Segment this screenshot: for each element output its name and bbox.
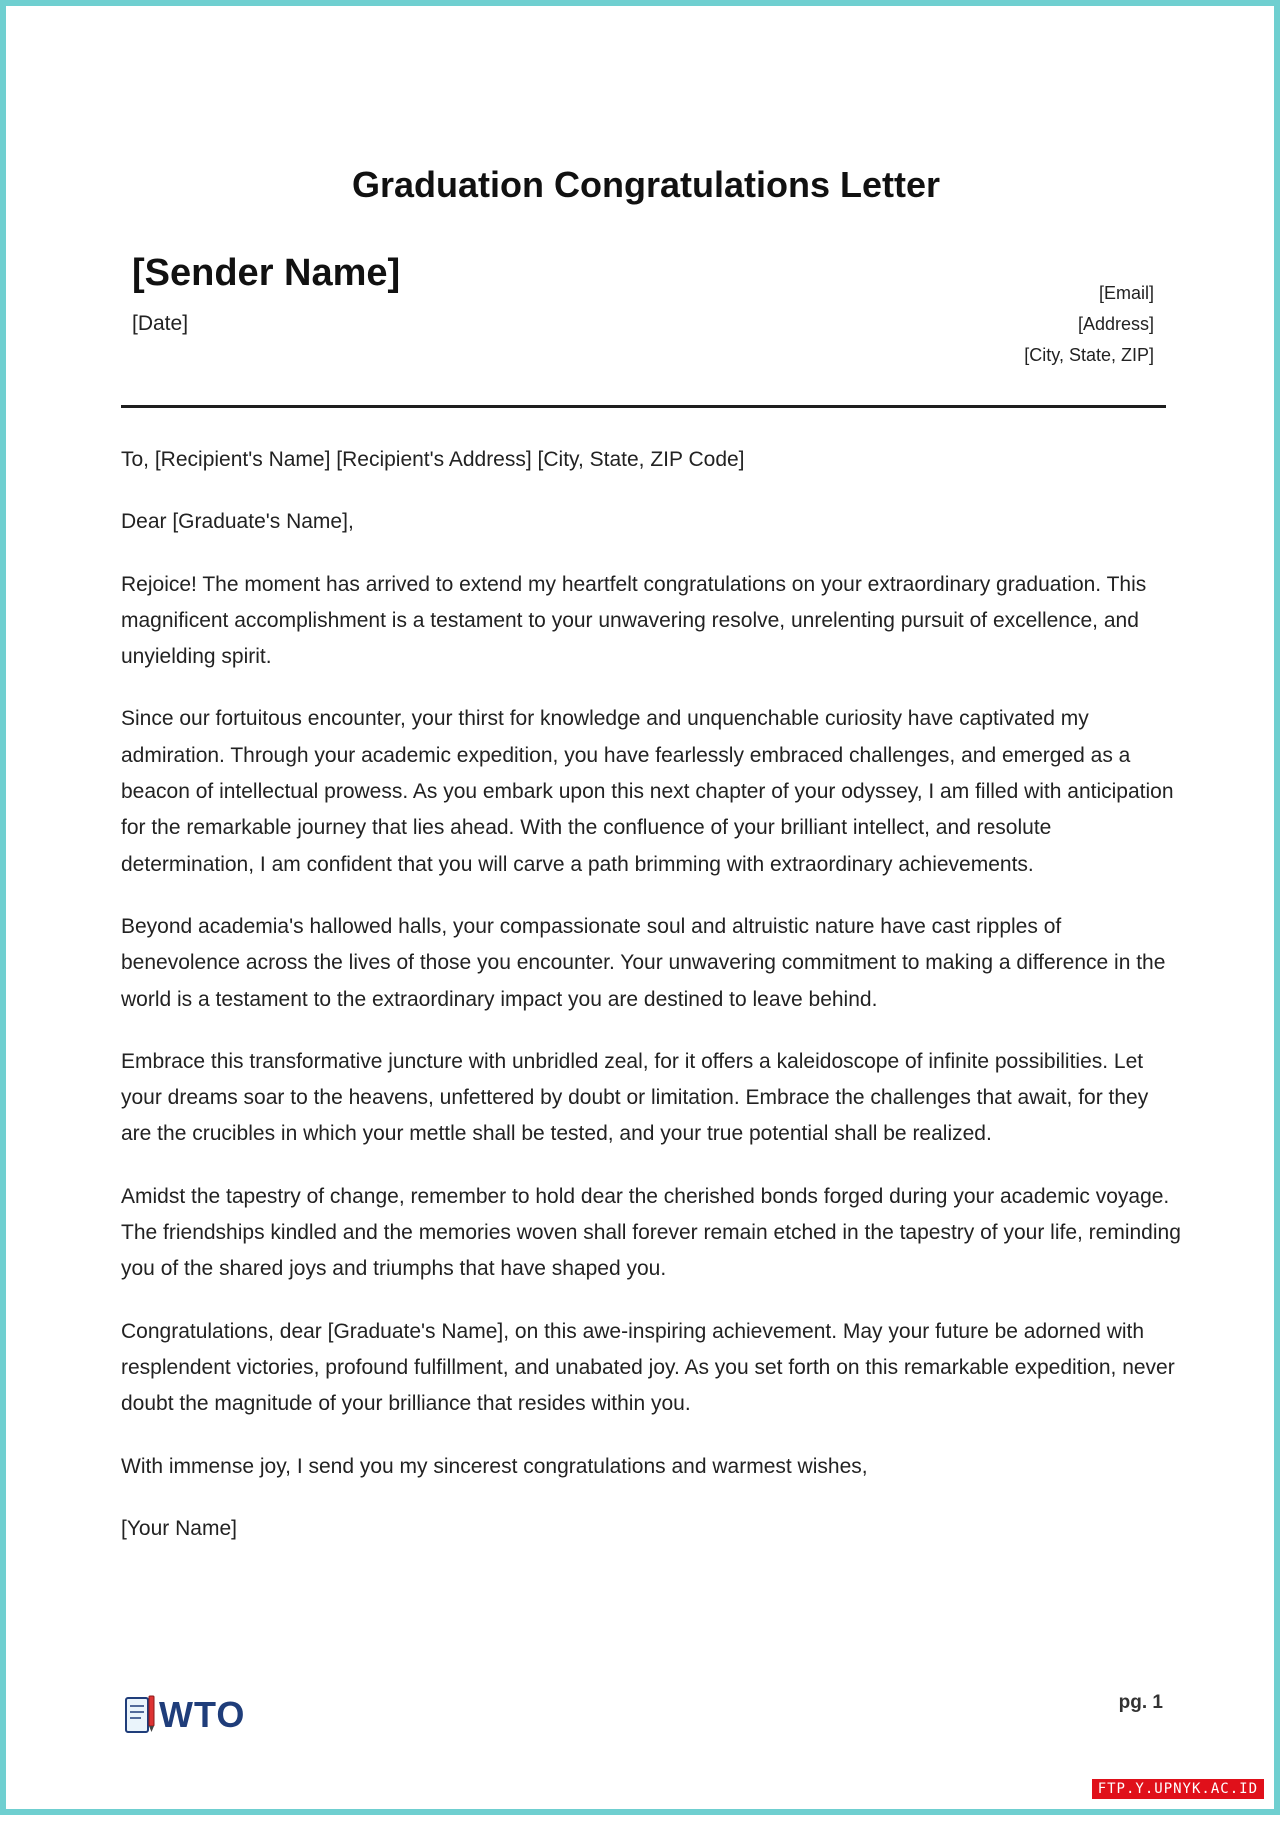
logo-text: WTO xyxy=(159,1694,246,1735)
signature: [Your Name] xyxy=(121,1516,237,1540)
sender-name: [Sender Name] xyxy=(132,252,401,294)
paragraph: Congratulations, dear [Graduate's Name], on this awe-inspiring achievement. May your future be adorned with resplendent victories, profound fulfillment, and unabated joy. As you set forth on this remarkable expedition, never doubt the magnitude of your brilliance that resides within you. xyxy=(121,1319,1175,1416)
contact-block xyxy=(1024,278,1154,371)
watermark-badge: FTP.Y.UPNYK.AC.ID xyxy=(1092,1779,1264,1799)
paragraph: Rejoice! The moment has arrived to extend my heartfelt congratulations on your extraordinary graduation. This magnificent accomplishment is a testament to your unwavering resolve, unrelenting pursuit of excellence, and unyielding spirit. xyxy=(121,572,1147,669)
page-number: pg. 1 xyxy=(1118,1692,1163,1713)
email-field: [Email] xyxy=(1098,283,1154,303)
footer-logo xyxy=(123,1689,245,1741)
date-field: [Date] xyxy=(132,312,189,335)
closing-line: With immense joy, I send you my sincerest congratulations and warmest wishes, xyxy=(121,1454,868,1478)
header-divider xyxy=(121,405,1166,408)
city-state-zip-field: [City, State, ZIP] xyxy=(1024,345,1154,365)
paragraph: Since our fortuitous encounter, your thirst for knowledge and unquenchable curiosity have captivated my admiration. Through your academic expedition, you have fearlessly embraced challenges, and emerged as a beacon of intellectual prowess. As you embark upon this next chapter of your odyssey, I am filled with anticipation for the remarkable journey that lies ahead. With the confluence of your brilliant intellect, and resolute determination, I am confident that you will carve a path brimming with extraordinary achievements. xyxy=(121,707,1174,876)
document-title: Graduation Congratulations Letter xyxy=(351,164,941,205)
paragraph: Beyond academia's hallowed halls, your compassionate soul and altruistic nature have cast ripples of benevolence across the lives of those you encounter. Your unwavering commitment to making a difference in the world is a testament to the extraordinary impact you are destined to leave behind. xyxy=(121,914,1166,1011)
paragraph: Embrace this transformative juncture with unbridled zeal, for it offers a kaleidoscope of infinite possibilities. Let your dreams soar to the heavens, unfettered by doubt or limitation. Embrace the challenges that await, for they are the crucibles in which your mettle shall be tested, and your true potential shall be realized. xyxy=(121,1049,1149,1146)
document-pen-icon xyxy=(123,1692,157,1738)
letter-body xyxy=(121,442,1181,1573)
paragraph: Amidst the tapestry of change, remember to hold dear the cherished bonds forged during your academic voyage. The friendships kindled and the memories woven shall forever remain etched in the tapestry of your life, reminding you of the shared joys and triumphs that have shaped you. xyxy=(121,1184,1181,1281)
address-field: [Address] xyxy=(1077,314,1154,334)
salutation: Dear [Graduate's Name], xyxy=(121,510,354,534)
recipient-line: To, [Recipient's Name] [Recipient's Address] [City, State, ZIP Code] xyxy=(121,448,745,471)
